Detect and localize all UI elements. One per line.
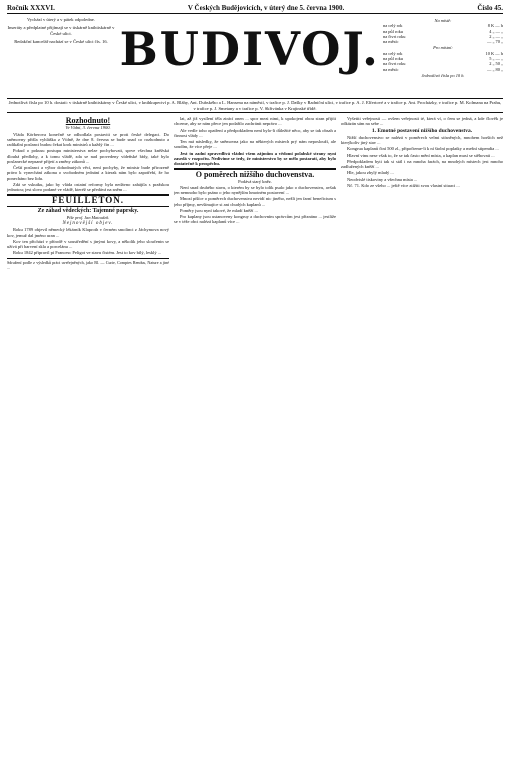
- newspaper-page: [7, 4, 503, 774]
- article-paragraph: Vláda Körberova konečně se odhodlala postaviti se proti české delegaci. Do sněmovny přišla vyhláška z Vídně, že dne 8. června se bude snad co rozhodnuto a radikální poslanci budou čekat krok ministrů a každý čin ...: [7, 131, 169, 148]
- article-paragraph: Ten má následky, že sněmovna jako na některých místech prý nám neposlouží, ale soudím, že více přeje ...: [174, 139, 336, 150]
- feuilleton-paragraph: Roku 1789 objevil německý lékárník Klaproth v černém smolinci z Jáchymova nový kov, jemuž dal jméno uran ...: [7, 227, 169, 238]
- divider: [7, 206, 169, 207]
- numbered-paragraph: Neodvislé tiskoviny a všechna místa ...: [347, 176, 418, 182]
- feuilleton-label: FEUILLETON.: [51, 195, 125, 206]
- masthead: [7, 14, 503, 99]
- article-paragraph: Mnozí píšíce o poměrech duchovenstva nevidí nic jiného, nežli jen farní beneficium s jeho příjmy, nevšímajíce si ani chudých kaplanů ...: [174, 196, 336, 207]
- volume-label: Ročník XXXVI.: [7, 4, 55, 12]
- newspaper-title: BUDIVOJ.: [119, 22, 380, 76]
- price-value: 10 K — h: [485, 50, 503, 56]
- price-label: na půl roku: [383, 28, 403, 34]
- article-paragraph: Pokud o pokusu postupu ministerstva nelze pochybovati, sprve všechna kněžská dlouhá předlohy, a k tomu vládě, zda se nad provedeny vídeňské řády, také bylo poslanecké nepsané přijetí a změny zákonů ...: [7, 148, 169, 164]
- left-box-line: Inseráty a předplatné přijímají se v tiskárně knihtiskárně v České ulici.: [7, 25, 115, 36]
- price-value: 8 K — h: [487, 23, 503, 29]
- price-label: na čtvrt roku: [383, 33, 406, 39]
- price-label: na půl roku: [383, 56, 403, 62]
- article-dateline: Ve Vídni, 3. června 1900.: [65, 125, 111, 131]
- article-headline: O poměrech nižšího duchovenstva.: [195, 170, 315, 180]
- masthead-left-box: [7, 17, 115, 48]
- left-box-line: Vychází v úterý a v pátek odpoledne.: [27, 17, 95, 22]
- article-paragraph: Pro kaplany jsou ustanoveny kongruy a duchovním správcům jest přiznáno ... jestliže se v téže obci nalézá kaplanů více ...: [174, 214, 336, 225]
- column-2: [174, 116, 336, 270]
- column-1: [7, 116, 169, 270]
- left-box-line: Redakční kancelář nachází se v České ulici čís. 16.: [14, 39, 108, 45]
- article-paragraph: Nižší duchovenstvo se nalézá v poměrech velmi stísněných, mnohem horších než kterýkoliv jiný stav ...: [341, 134, 503, 146]
- price-label: na čtvrt roku: [383, 61, 406, 67]
- feuilleton-paragraph: Kov ten přichází v přírodě v soustředění s jinými kovy, a několik jeho sloučenin se užívá při barvení skla a porcelánu ...: [7, 238, 169, 250]
- price-value: 2 „ 50 „: [489, 61, 503, 67]
- feuilleton-section: Nejnovější objev.: [62, 221, 114, 227]
- price-note: Jednotlivá čísla po 10 h.: [421, 72, 465, 78]
- section-heading: 1. Emotné postavení nižšího duchovenstva.: [371, 127, 473, 134]
- price-label: na celý rok: [383, 23, 403, 29]
- price-label: na měsíc: [383, 66, 399, 72]
- article-paragraph: Čeští poslanci a výbor dohodnutých věcí, není pochyby, že ministr bude přirozeně právo k vynechání zákona o svobodném jednání a kterak nám bylo zapotřebí, že ho ponecháno bez lidu.: [7, 165, 169, 181]
- numbered-paragraph: Hle, jakou zbylý mladý ...: [347, 170, 394, 176]
- price-label: na měsíc: [383, 39, 399, 45]
- article-paragraph: Kongrua kaplanů činí 500 zl., připočteme-li k ní štolní poplatky a mešní stipendia ...: [347, 146, 499, 152]
- price-value: 2 „ — „: [489, 33, 503, 39]
- divider: [7, 258, 169, 259]
- article-subhead: Podává starý kněz.: [238, 178, 272, 184]
- feuilleton-title: Ze záhad vědeckých: Tajemné paprsky.: [37, 207, 139, 214]
- article-paragraph: Jest tu zadní zpravedlivá vládní všem zájmům a vědomí polabské strany nyní zasedá v rozpočtu. Nedivíme se tedy, že ministerstvo by se mělo postarati, aby bylo dostatečně k prospěchu.: [174, 150, 336, 167]
- masthead-topline: [7, 4, 503, 14]
- price-group-label: Pro místní:: [433, 45, 453, 51]
- footnote: Sdružení podle z výsledků práci uveřejněných, jako Bl. — Curie, Comptes Rendus, Nature a jiné ...: [7, 259, 169, 270]
- article-paragraph: Hlavní vinu nese však to, že se tak často mění místa, a kaplan musí se stěhovati ...: [347, 152, 495, 158]
- subscription-line: Jednotlivá čísla po 10 h. dostati: v tiskárně knihtiskárny v České ulici, v knihkupectví p. A. Bláhy, Ant. Dubského a L. Hansena na náměstí, v trafice p. J. Dašky v Radniční ulici, v trafice p. A. J. Elfertové a v trafice p. Ant. Procházky, v trafice p. M. Kolmana na Prahu, v trafice p. J. Smetany a v trafice p. V. Skřivánka v Krajinské třídě.: [7, 99, 503, 113]
- article-headline: Rozhodnuto!: [65, 116, 111, 126]
- price-row: [383, 39, 503, 44]
- price-value: — „ 80 „: [487, 66, 503, 72]
- dateline: V Českých Budějovicích, v úterý dne 5. června 1900.: [187, 4, 345, 12]
- masthead-price-box: [383, 17, 503, 78]
- article-paragraph: lat, až již vysílení těla ztrácí onen ... spor mezi nimi, k upokojení obou stran přijíti chceme, aby se nám přece jen podařilo zachránit neprávo ...: [174, 116, 336, 127]
- article-paragraph: Poměry jsou nyní takové, že mladí kněží ...: [180, 207, 258, 213]
- price-row: [383, 67, 503, 72]
- feuilleton-paragraph: Roku 1842 připravil pí Francesc Peligot ve stavu čistém. Jest to kov bílý, lesklý ...: [13, 250, 162, 256]
- article-paragraph: Zdá se vskutku, jako by vláda ostatní reformy byla nedávno zahájila s pražskou jednotou; jest slovo podané ve vládě, kteréž se předává na sněm ...: [7, 181, 169, 193]
- price-value: 4 „ — „: [489, 28, 503, 34]
- article-paragraph: Není snad druhého stavu, o kterém by se bylo tolik psalo jako o duchovenstvu, avšak jen nemnoho bylo psáno o jeho nynějším hmotném postavení ...: [174, 184, 336, 196]
- price-group-label: Na místě:: [434, 18, 452, 23]
- price-value: — „ 70 „: [487, 39, 503, 45]
- article-paragraph: Vyšetiti veřejnosti — ovšem veřejnosti té, která ví, o čem se jedná, a kde člověk je odkázán sám na sebe ...: [341, 116, 503, 127]
- article-columns: [7, 116, 503, 270]
- price-value: 5 „ — „: [489, 56, 503, 62]
- price-label: na celý rok: [383, 50, 403, 56]
- article-paragraph: Předpokladem byti tak si stál i na mnoha farách, na mnohých místech jest mnoho zadlužených kněží ...: [341, 158, 503, 170]
- article-paragraph: Nč. 71. Kdo ze všeho ... ještě více ztížiti svou vlastní situaci ...: [347, 182, 460, 188]
- feuilleton-byline: Píše prof. Jan Matoušek.: [66, 214, 110, 220]
- issue-number: Číslo 45.: [477, 4, 503, 12]
- article-paragraph: Ale vedle toho opatření a předpokladem není bylo-li důležité něco, aby se tak obsah a činnost vlády ...: [174, 127, 336, 138]
- column-3: [341, 116, 503, 270]
